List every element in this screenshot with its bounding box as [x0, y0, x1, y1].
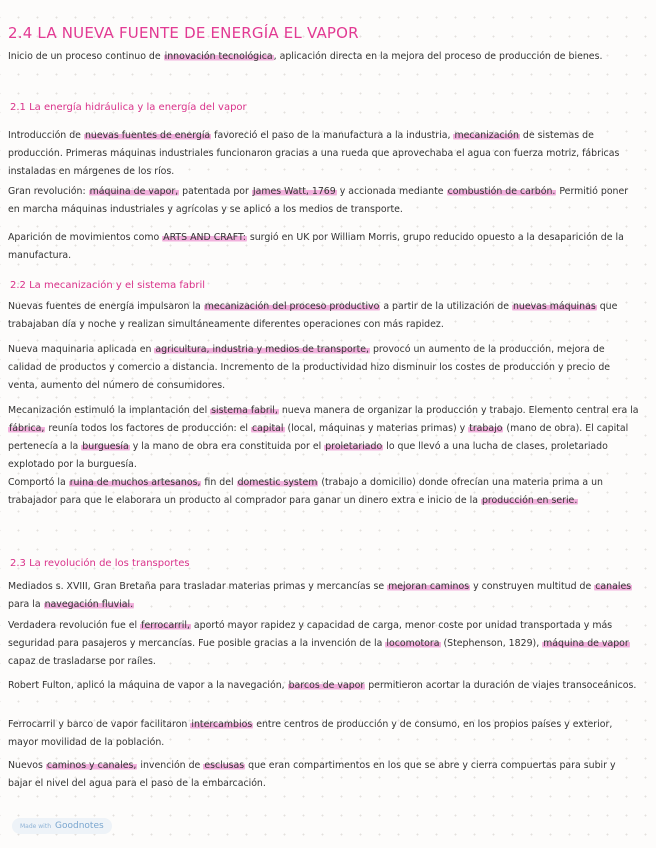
text-run: provocó un aumento de la producción, mejora de calidad de productos y comercio a distancia. Incremento de la productividad hizo disminuir los costes de producción y precio de venta, aumento del número de consumidores. [8, 344, 611, 391]
text-run: Introducción de [8, 130, 84, 141]
highlight: ARTS AND CRAFT: [163, 232, 246, 243]
section-heading-1: 2.1 La energía hidráulica y la energía del vapor [10, 102, 247, 113]
page-title: 2.4 LA NUEVA FUENTE DE ENERGÍA EL VAPOR [8, 24, 359, 42]
highlight: mecanización [454, 130, 519, 141]
badge-brand: Goodnotes [55, 821, 104, 831]
text-run: Robert Fulton, aplicó la máquina de vapor a la navegación, [8, 680, 288, 691]
highlight: caminos y canales, [46, 760, 137, 771]
text-run: patentada por [179, 186, 252, 197]
sec2-paragraph-4 [8, 474, 640, 510]
text-run: (trabajo a domicilio) donde ofrecían una materia prima a un trabajador para que le elaborara un producto al comprador para ganar un dinero extra e inicio de la [8, 477, 603, 506]
text-run: fin del [201, 477, 237, 488]
highlight: sistema fabril, [211, 405, 278, 416]
text-run: Nuevos [8, 760, 46, 771]
highlight: producción en serie. [481, 495, 578, 506]
sec3-paragraph-4 [8, 716, 640, 752]
highlight: capital [252, 423, 284, 434]
text-run: Mecanización estimuló la implantación del [8, 405, 211, 416]
section-heading-3: 2.3 La revolución de los transportes [10, 558, 190, 569]
text-run: (Stephenson, 1829), [440, 638, 543, 649]
highlight: combustión de carbón. [447, 186, 556, 197]
text-run: Gran revolución: [8, 186, 89, 197]
text-run: Permitió poner en marcha máquinas industriales y agrícolas y se aplicó a los medios de transporte. [8, 186, 629, 215]
text-run: Verdadera revolución fue el [8, 620, 141, 631]
highlight: nuevas máquinas [512, 301, 596, 312]
highlight: agricultura, industria y medios de transporte, [155, 344, 369, 355]
text-run: Aparición de movimientos como [8, 232, 163, 243]
text-run: Nuevas fuentes de energía impulsaron la [8, 301, 204, 312]
highlight: burguesía [82, 441, 129, 452]
sec3-paragraph-2 [8, 617, 640, 671]
text-run: a partir de la utilización de [380, 301, 512, 312]
goodnotes-badge[interactable] [12, 818, 112, 834]
highlight: mejoran caminos [388, 581, 470, 592]
sec1-paragraph-1 [8, 127, 640, 181]
highlight: James Watt, 1769 [252, 186, 336, 197]
highlight: máquina de vapor, [89, 186, 179, 197]
highlight: intercambios [191, 719, 253, 730]
highlight: fábrica, [9, 423, 45, 434]
text-run: , aplicación directa en la mejora del proceso de producción de bienes. [273, 51, 603, 62]
text-run: surgió en UK por William Morris, grupo reducido opuesto a la desaparición de la manufactura. [8, 232, 624, 261]
highlight: ruina de muchos artesanos, [69, 477, 201, 488]
text-run: aportó mayor rapidez y capacidad de carga, menor coste por unidad transportada y más seguridad para pasajeros y mercancías. Fue posible gracias a la invención de la [8, 620, 613, 649]
text-run: para la [8, 599, 44, 610]
highlight: barcos de vapor [288, 680, 365, 691]
text-run: Ferrocarril y barco de vapor facilitaron [8, 719, 191, 730]
text-run: entre centros de producción y de consumo, en los propios países y exterior, mayor movilidad de la población. [8, 719, 613, 748]
text-run: de sistemas de producción. Primeras máquinas industriales funcionaron gracias a una rueda que aprovechaba el agua con fuerza motriz, fábricas instaladas en márgenes de los ríos. [8, 130, 620, 177]
text-run: nueva manera de organizar la producción y trabajo. Elemento central era la [278, 405, 639, 416]
highlight: proletariado [325, 441, 383, 452]
text-run: que eran compartimentos en los que se abre y cierra compuertas para subir y bajar el nivel del agua para el paso de la embarcación. [8, 760, 616, 789]
highlight: nuevas fuentes de energía [84, 130, 211, 141]
highlight: ferrocarril, [141, 620, 190, 631]
text-run: capaz de trasladarse por raíles. [8, 656, 156, 667]
text-run: favoreció el paso de la manufactura a la industria, [211, 130, 454, 141]
text-run: lo que llevó a una lucha de clases, proletariado explotado por la burguesía. [8, 441, 608, 470]
text-run: y accionada mediante [336, 186, 447, 197]
sec3-paragraph-5 [8, 757, 640, 793]
section-heading-2: 2.2 La mecanización y el sistema fabril [10, 280, 206, 291]
highlight: locomotora [386, 638, 440, 649]
badge-prefix: Made with [20, 823, 51, 830]
sec2-paragraph-1 [8, 298, 640, 334]
text-run: que trabajaban día y noche y realizan simultáneamente diferentes operaciones con más rapidez. [8, 301, 618, 330]
sec2-paragraph-3 [8, 402, 640, 474]
highlight: máquina de vapor [543, 638, 629, 649]
highlight: mecanización del proceso productivo [204, 301, 380, 312]
sec3-paragraph-3 [8, 677, 640, 695]
sec1-paragraph-2 [8, 183, 640, 219]
highlight: innovación tecnológica [164, 51, 273, 62]
text-run: permitieron acortar la duración de viajes transoceánicos. [365, 680, 637, 691]
highlight: esclusas [204, 760, 245, 771]
sec3-paragraph-1 [8, 578, 640, 614]
text-run: Nueva maquinaria aplicada en [8, 344, 155, 355]
text-run: invención de [137, 760, 204, 771]
highlight: domestic system [237, 477, 318, 488]
text-run: Inicio de un proceso continuo de [8, 51, 164, 62]
intro-paragraph [8, 48, 640, 66]
text-run: Comportó la [8, 477, 69, 488]
text-run: y construyen multitud de [470, 581, 595, 592]
text-run: (local, máquinas y materias primas) y [284, 423, 469, 434]
sec2-paragraph-2 [8, 341, 640, 395]
text-run: reunía todos los factores de producción: el [45, 423, 252, 434]
highlight: trabajo [469, 423, 503, 434]
highlight: navegación fluvial. [44, 599, 134, 610]
sec1-paragraph-3 [8, 229, 640, 265]
text-run: (mano de obra). El capital pertenecía a la [8, 423, 629, 452]
highlight: canales [595, 581, 632, 592]
text-run: y la mano de obra era constituida por el [129, 441, 325, 452]
text-run: Mediados s. XVIII, Gran Bretaña para trasladar materias primas y mercancías se [8, 581, 388, 592]
